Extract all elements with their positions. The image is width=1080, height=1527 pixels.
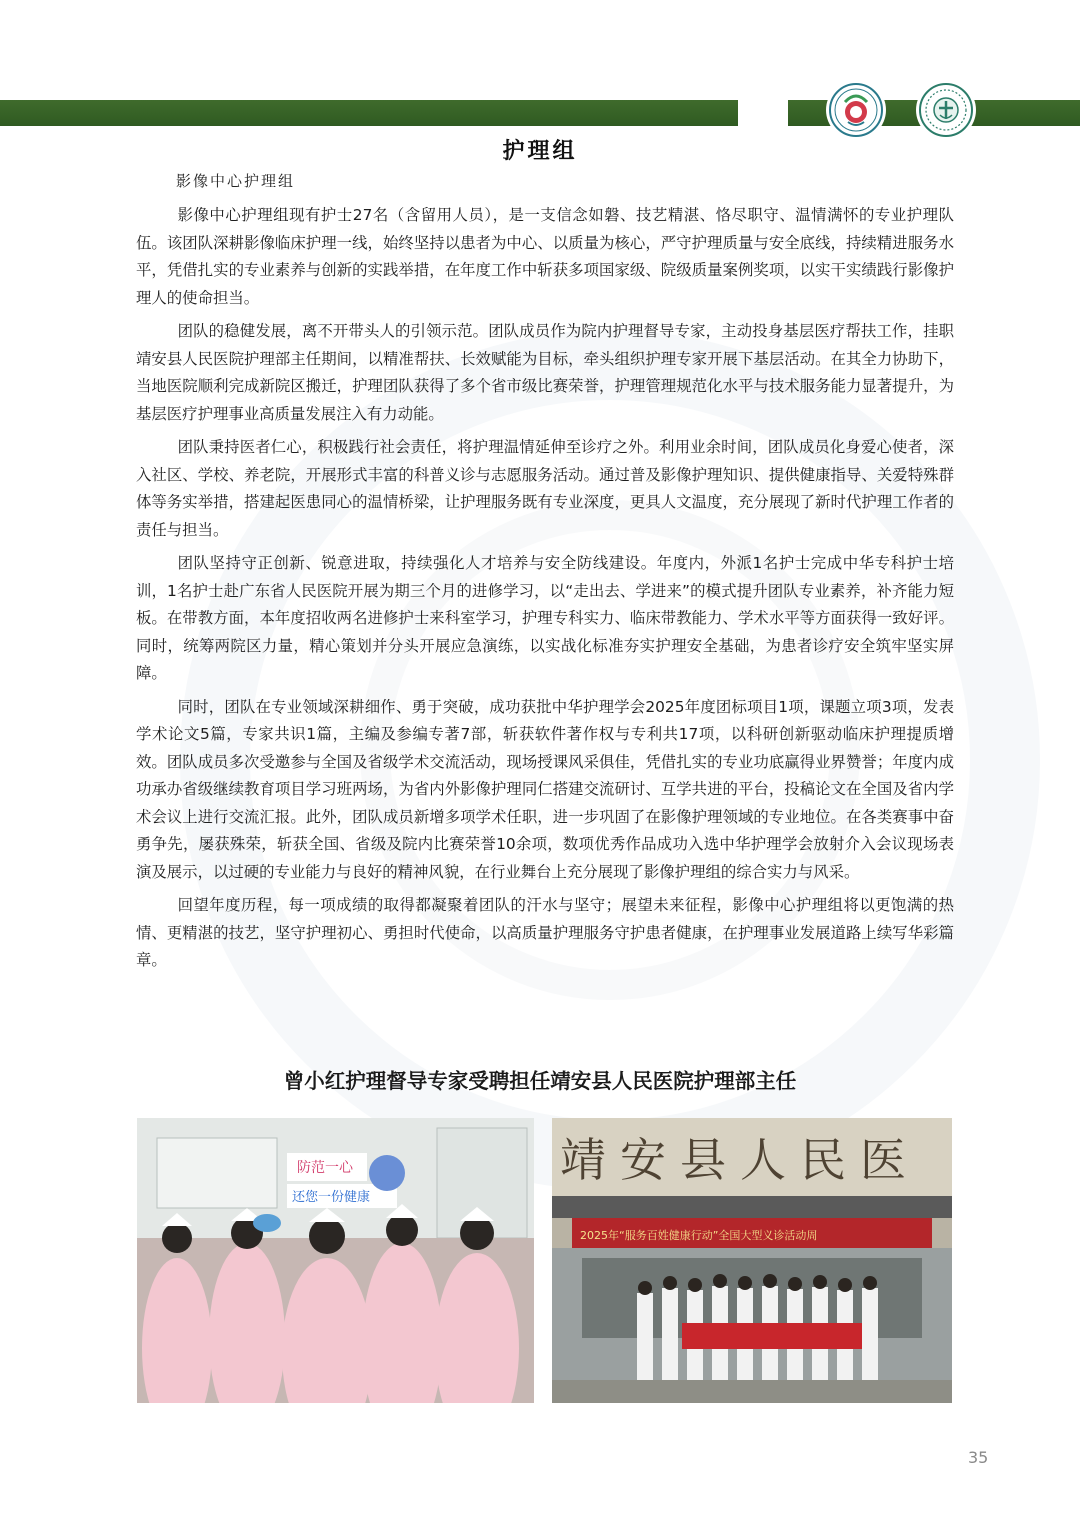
hospital-entrance-group-photo xyxy=(552,1118,952,1403)
paragraph: 团队坚持守正创新、锐意进取，持续强化人才培养与安全防线建设。年度内，外派1名护士完成中华专科护士培训，1名护士赴广东省人民医院开展为期三个月的进修学习，以“走出去、学进来”的模式提升团队专业素养，补齐能力短板。在带教方面，本年度招收两名进修护士来科室学习，护理专科实力、临床带教能力、学术水平等方面获得一致好评。同时，统筹两院区力量，精心策划并分头开展应急演练，以实战化标准夯实护理安全基础，为患者诊疗安全筑牢坚实屏障。 xyxy=(136,554,954,682)
paragraph: 团队的稳健发展，离不开带头人的引领示范。团队成员作为院内护理督导专家，主动投身基层医疗帮扶工作，挂职靖安县人民医院护理部主任期间，以精准帮扶、长效赋能为目标，牵头组织护理专家开展下基层活动。在其全力协助下，当地医院顺利完成新院区搬迁，护理团队获得了多个省市级比赛荣誉，护理管理规范化水平与技术服务能力显著提升，为基层医疗护理事业高质量发展注入有力动能。 xyxy=(136,322,954,423)
building-sign: 靖安县人民医 xyxy=(560,1133,920,1187)
page-title: 护理组 xyxy=(502,138,578,164)
nurses-meeting-photo xyxy=(137,1118,534,1403)
paragraph: 回望年度历程，每一项成绩的取得都凝聚着团队的汗水与坚守；展望未来征程，影像中心护理组将以更饱满的热情、更精湛的技艺，坚守护理初心、勇担时代使命，以高质量护理服务守护患者健康，在护理事业发展道路上续写华彩篇章。 xyxy=(136,896,954,969)
nursing-emblem-icon xyxy=(918,82,974,138)
banner-text: 2025年“服务百姓健康行动”全国大型义诊活动周 xyxy=(580,1229,818,1242)
header-band-left xyxy=(0,100,738,126)
hospital-emblem-icon xyxy=(828,82,884,138)
body-text xyxy=(136,202,954,981)
paragraph: 同时，团队在专业领域深耕细作、勇于突破，成功获批中华护理学会2025年度团标项目1项，课题立项3项，发表学术论文5篇，专家共识1篇，主编及参编专著7部，斩获软件著作权与专利共17项，以科研创新驱动临床护理提质增效。团队成员多次受邀参与全国及省级学术交流活动，现场授课风采俱佳，凭借扎实的专业功底赢得业界赞誉；年度内成功承办省级继续教育项目学习班两场，为省内外影像护理同仁搭建交流研讨、互学共进的平台，投稿论文在全国及省内学术会议上进行交流汇报。此外，团队成员新增多项学术任职，进一步巩固了在影像护理领域的专业地位。在各类赛事中奋勇争先，屡获殊荣，斩获全国、省级及院内比赛荣誉10余项，数项优秀作品成功入选中华护理学会放射介入会议现场表演及展示，以过硬的专业能力与良好的精神风貌，在行业舞台上充分展现了影像护理组的综合实力与风采。 xyxy=(136,697,954,881)
wall-sign-2: 还您一份健康 xyxy=(292,1190,371,1205)
wall-sign-1: 防范一心 xyxy=(297,1160,353,1176)
paragraph: 团队秉持医者仁心，积极践行社会责任，将护理温情延伸至诊疗之外。利用业余时间，团队成员化身爱心使者，深入社区、学校、养老院，开展形式丰富的科普义诊与志愿服务活动。通过普及影像护理知识、提供健康指导、关爱特殊群体等务实举措，搭建起医患同心的温情桥梁，让护理服务既有专业深度，更具人文温度，充分展现了新时代护理工作者的责任与担当。 xyxy=(136,438,954,539)
section-subtitle: 影像中心护理组 xyxy=(176,172,296,190)
paragraph: 影像中心护理组现有护士27名（含留用人员），是一支信念如磐、技艺精湛、恪尽职守、温情满怀的专业护理队伍。该团队深耕影像临床护理一线，始终坚持以患者为中心、以质量为核心，严守护理质量与安全底线，持续精进服务水平，凭借扎实的专业素养与创新的实践举措，在年度工作中斩获多项国家级、院级质量案例奖项，以实干实绩践行影像护理人的使命担当。 xyxy=(136,206,954,307)
page-number: 35 xyxy=(968,1448,989,1467)
photo-section-heading: 曾小红护理督导专家受聘担任靖安县人民医院护理部主任 xyxy=(283,1069,797,1093)
